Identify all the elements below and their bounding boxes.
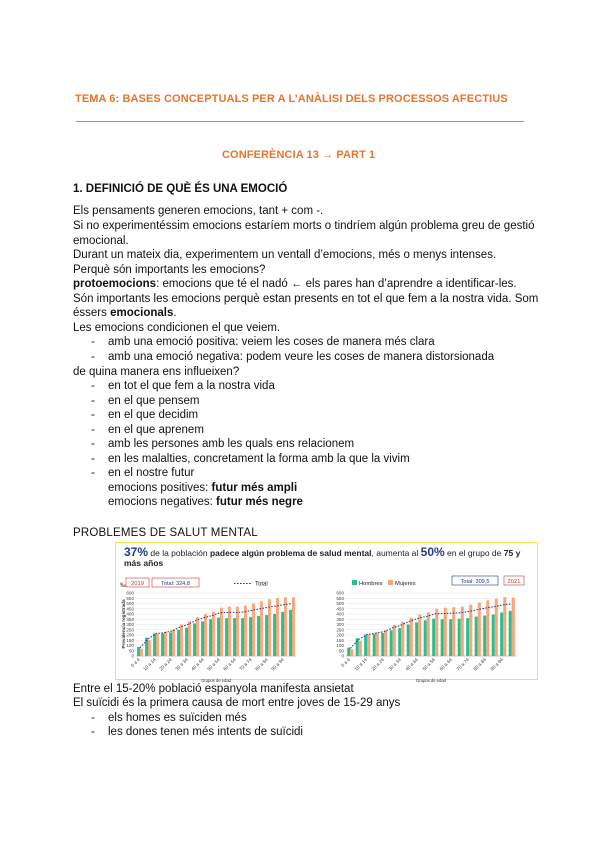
y-tick-label: 100 bbox=[336, 643, 344, 649]
x-tick-label: 20 a 24 bbox=[158, 657, 173, 672]
term-emocionals: emocionals bbox=[110, 307, 174, 319]
bar-mujeres bbox=[148, 640, 151, 656]
bar-mujeres bbox=[367, 634, 370, 656]
bar-hombres bbox=[169, 632, 172, 656]
bar-hombres bbox=[201, 621, 204, 656]
bullet-dash: - bbox=[91, 395, 95, 407]
bar-hombres bbox=[273, 614, 276, 656]
bar-hombres bbox=[241, 618, 244, 656]
bar-mujeres bbox=[140, 649, 143, 656]
charts-svg bbox=[116, 543, 536, 683]
list-item-text: les dones tenen més intents de suïcidi bbox=[108, 726, 303, 738]
bar-hombres bbox=[432, 619, 435, 656]
total-label: Total: 309,5 bbox=[460, 578, 490, 585]
x-tick-label: 0 a 4 bbox=[340, 657, 351, 668]
bar-mujeres bbox=[196, 617, 199, 656]
list-item-text: en el nostre futur bbox=[108, 467, 195, 479]
list-item-text: en el que aprenem bbox=[108, 424, 204, 436]
paragraph-line: Els pensaments generen emocions, tant + com -. bbox=[73, 205, 324, 217]
x-tick-label: 10 a 14 bbox=[142, 657, 157, 672]
sub-item-label: emocions positives: bbox=[108, 482, 212, 494]
bar-mujeres bbox=[427, 612, 430, 656]
y-tick-label: 450 bbox=[336, 606, 344, 612]
bar-mujeres bbox=[252, 604, 255, 657]
paragraph-line: Si no experimentéssim emocions estaríem morts o tindríem algún problema greu de gestió bbox=[73, 220, 535, 232]
x-tick-label: 40 a 44 bbox=[404, 657, 419, 672]
x-tick-label: 80 a 84 bbox=[254, 657, 269, 672]
x-tick-label: 0 a 4 bbox=[129, 657, 141, 668]
bar-mujeres bbox=[284, 597, 287, 656]
bar-hombres bbox=[257, 616, 260, 656]
list-item bbox=[91, 711, 247, 726]
y-tick-label: 50 bbox=[338, 648, 344, 654]
bar-mujeres bbox=[461, 607, 464, 656]
bar-hombres bbox=[364, 634, 367, 656]
definition-text: : emocions que té el nadó ← els pares han d’aprendre a identificar-les. bbox=[156, 278, 517, 290]
list-item-text: en el que pensem bbox=[108, 395, 200, 407]
y-tick-label: 300 bbox=[126, 622, 134, 628]
y-tick-label: 350 bbox=[126, 616, 134, 622]
bar-hombres bbox=[424, 620, 427, 656]
bar-mujeres bbox=[188, 621, 191, 656]
bar-mujeres bbox=[503, 597, 506, 656]
sub-item-positive bbox=[108, 481, 297, 496]
bar-hombres bbox=[398, 628, 401, 656]
x-tick-label: 30 a 34 bbox=[387, 657, 402, 672]
legend-total-label: Total bbox=[255, 581, 268, 588]
y-tick-label: 550 bbox=[336, 595, 344, 601]
legend-hombres-label: Hombres bbox=[359, 580, 383, 587]
x-tick-label: 20 a 24 bbox=[370, 657, 385, 672]
bar-hombres bbox=[249, 617, 252, 656]
y-tick-label: 150 bbox=[126, 637, 134, 643]
bar-hombres bbox=[509, 611, 512, 656]
list-item bbox=[91, 437, 355, 452]
y-tick-label: 400 bbox=[336, 611, 344, 617]
bullet-dash: - bbox=[91, 409, 95, 421]
bullet-dash: - bbox=[91, 453, 95, 465]
list-item-text: en tot el que fem a la nostra vida bbox=[108, 380, 275, 392]
bar-mujeres bbox=[350, 649, 353, 656]
y-tick-label: 50 bbox=[128, 648, 134, 654]
bar-hombres bbox=[289, 610, 292, 656]
bar-hombres bbox=[225, 618, 228, 656]
bar-mujeres bbox=[156, 634, 159, 656]
y-tick-label: 350 bbox=[336, 616, 344, 622]
sub-item-label: emocions negatives: bbox=[108, 496, 217, 508]
bar-hombres bbox=[153, 633, 156, 656]
bar-mujeres bbox=[359, 641, 362, 656]
bar-mujeres bbox=[401, 622, 404, 656]
bar-mujeres bbox=[164, 632, 167, 656]
paragraph-line: emocional. bbox=[73, 235, 129, 247]
paragraph-line: Les emocions condicionen el que veiem. bbox=[73, 322, 281, 334]
bar-hombres bbox=[177, 630, 180, 656]
bar-hombres bbox=[500, 612, 503, 656]
paragraph-line: Són importants les emocions perquè estan presents en tot el que fem a la nostra vida. Som bbox=[73, 293, 539, 305]
bar-mujeres bbox=[410, 618, 413, 656]
paragraph-line: Perquè són importants les emocions? bbox=[73, 264, 266, 276]
bar-mujeres bbox=[418, 615, 421, 656]
y-tick-label: 250 bbox=[126, 627, 134, 633]
bullet-dash: - bbox=[91, 351, 95, 363]
sub-item-value: futur més negre bbox=[216, 496, 303, 508]
section-heading-definition: 1. DEFINICIÓ DE QUÈ ÉS UNA EMOCIÓ bbox=[73, 183, 288, 195]
list-item-text: els homes es suïciden més bbox=[108, 712, 247, 724]
x-tick-label: 60 a 64 bbox=[438, 657, 453, 672]
bar-mujeres bbox=[260, 601, 263, 656]
bar-mujeres bbox=[452, 607, 455, 656]
y-tick-label: 200 bbox=[336, 632, 344, 638]
bar-hombres bbox=[441, 619, 444, 656]
bar-mujeres bbox=[276, 598, 279, 656]
bullet-dash: - bbox=[91, 438, 95, 450]
y-tick-label: 400 bbox=[126, 611, 134, 617]
header-divider bbox=[76, 121, 524, 122]
bullet-dash: - bbox=[91, 726, 95, 738]
bar-mujeres bbox=[236, 607, 239, 656]
bar-mujeres bbox=[244, 606, 247, 656]
text-span: . bbox=[173, 307, 177, 319]
bar-mujeres bbox=[469, 605, 472, 656]
unit-label: ‰ bbox=[120, 583, 126, 589]
x-tick-label: 90 a 94 bbox=[489, 657, 504, 672]
y-tick-label: 300 bbox=[336, 622, 344, 628]
y-tick-label: 500 bbox=[126, 601, 134, 607]
y-tick-label: 450 bbox=[126, 606, 134, 612]
chart-header-pct: 37% bbox=[124, 545, 149, 559]
list-item-text: en les malalties, concretament la forma amb la que la vivim bbox=[108, 453, 410, 465]
x-tick-label: 70 a 74 bbox=[238, 657, 253, 672]
chart-header-text: , aumenta al bbox=[371, 548, 421, 558]
bar-hombres bbox=[492, 615, 495, 656]
paragraph-line: Durant un mateix dia, experimentem un ventall d’emocions, més o menys intenses. bbox=[73, 249, 497, 261]
bar-mujeres bbox=[220, 608, 223, 656]
y-tick-label: 550 bbox=[126, 595, 134, 601]
list-item-text: en el que decidim bbox=[108, 409, 199, 421]
bar-hombres bbox=[233, 618, 236, 656]
year-label: 2021 bbox=[507, 578, 521, 585]
chart-header-text: en el grupo de bbox=[444, 548, 504, 558]
bar-mujeres bbox=[180, 625, 183, 657]
bullet-dash: - bbox=[91, 467, 95, 479]
y-tick-label: 0 bbox=[341, 653, 344, 659]
y-tick-label: 200 bbox=[126, 632, 134, 638]
x-tick-label: 70 a 74 bbox=[455, 657, 470, 672]
bar-hombres bbox=[407, 625, 410, 657]
x-axis-title: Grupos de edad bbox=[415, 678, 447, 683]
x-tick-label: 90 a 94 bbox=[270, 657, 285, 672]
bar-hombres bbox=[458, 619, 461, 656]
list-item bbox=[91, 394, 200, 409]
chart-header-bold: 75 y bbox=[503, 548, 521, 558]
y-tick-label: 150 bbox=[336, 637, 344, 643]
bar-mujeres bbox=[444, 608, 447, 656]
legend-hombres-swatch bbox=[352, 580, 357, 585]
bar-hombres bbox=[185, 628, 188, 656]
legend-mujeres-swatch bbox=[388, 580, 393, 585]
paragraph-line bbox=[73, 306, 177, 321]
bar-hombres bbox=[390, 630, 393, 656]
bar-hombres bbox=[209, 619, 212, 656]
bar-hombres bbox=[483, 616, 486, 656]
paragraph-line: de quina manera ens influeixen? bbox=[73, 366, 240, 378]
list-item-text: amb una emoció negativa: podem veure les coses de manera distorsionada bbox=[108, 351, 495, 363]
list-item-text: amb una emoció positiva: veiem les coses de manera més clara bbox=[108, 336, 435, 348]
bar-hombres bbox=[449, 619, 452, 656]
bar-mujeres bbox=[495, 599, 498, 656]
list-item bbox=[91, 423, 204, 438]
bar-hombres bbox=[217, 618, 220, 656]
section-heading-mental-health: PROBLEMES DE SALUT MENTAL bbox=[73, 527, 258, 539]
bar-mujeres bbox=[384, 630, 387, 656]
document-title: TEMA 6: BASES CONCEPTUALS PER A L’ANÀLISI DELS PROCESSOS AFECTIUS bbox=[75, 93, 508, 105]
x-tick-label: 30 a 34 bbox=[174, 657, 189, 672]
bar-hombres bbox=[466, 618, 469, 656]
bar-mujeres bbox=[435, 609, 438, 656]
list-item bbox=[91, 466, 195, 481]
bar-hombres bbox=[265, 615, 268, 656]
y-axis-title: Prevalencia registrada bbox=[121, 599, 126, 649]
y-tick-label: 600 bbox=[336, 590, 344, 596]
list-item-text: amb les persones amb les quals ens relacionem bbox=[108, 438, 355, 450]
legend-mujeres-label: Mujeres bbox=[395, 580, 416, 587]
y-tick-label: 600 bbox=[126, 590, 134, 596]
list-item bbox=[91, 350, 495, 365]
bar-mujeres bbox=[204, 614, 207, 656]
conference-subtitle: CONFERÈNCIA 13 → PART 1 bbox=[222, 149, 376, 161]
year-label: 2019 bbox=[131, 580, 144, 587]
y-tick-label: 500 bbox=[336, 601, 344, 607]
x-tick-label: 60 a 64 bbox=[222, 657, 237, 672]
paragraph-line: El suïcidi és la primera causa de mort entre joves de 15-29 anys bbox=[73, 697, 401, 709]
y-tick-label: 250 bbox=[336, 627, 344, 633]
bar-mujeres bbox=[393, 625, 396, 656]
bar-mujeres bbox=[512, 598, 515, 656]
list-item bbox=[91, 725, 303, 740]
text-span: éssers bbox=[73, 307, 111, 319]
bar-hombres bbox=[161, 633, 164, 656]
term-protoemocions: protoemocions bbox=[73, 278, 157, 290]
bar-hombres bbox=[193, 623, 196, 656]
x-tick-label: 40 a 44 bbox=[190, 657, 205, 672]
bar-mujeres bbox=[376, 632, 379, 656]
y-tick-label: 100 bbox=[126, 643, 134, 649]
x-axis-title: Grupos de edad bbox=[200, 678, 232, 683]
total-label: Total: 324,8 bbox=[161, 580, 190, 587]
chart-header-text: de la población bbox=[148, 548, 210, 558]
chart-figure bbox=[115, 542, 538, 683]
chart-header-bold: padece algún problema de salud mental bbox=[209, 548, 372, 558]
paragraph-line bbox=[73, 277, 517, 292]
bullet-dash: - bbox=[91, 712, 95, 724]
bar-mujeres bbox=[228, 607, 231, 656]
list-item bbox=[91, 379, 275, 394]
sub-item-negative bbox=[108, 495, 303, 510]
bullet-dash: - bbox=[91, 336, 95, 348]
bar-mujeres bbox=[486, 600, 489, 656]
y-tick-label: 0 bbox=[131, 653, 134, 659]
bar-mujeres bbox=[268, 599, 271, 656]
x-tick-label: 50 a 54 bbox=[421, 657, 436, 672]
x-tick-label: 80 a 84 bbox=[472, 657, 487, 672]
bar-mujeres bbox=[292, 597, 295, 656]
list-item bbox=[91, 452, 410, 467]
paragraph-line: Entre el 15-20% població espanyola manifesta ansietat bbox=[73, 683, 354, 695]
bar-mujeres bbox=[478, 602, 481, 656]
bar-hombres bbox=[137, 647, 140, 656]
bar-hombres bbox=[281, 612, 284, 656]
bar-hombres bbox=[475, 617, 478, 656]
x-tick-label: 50 a 54 bbox=[206, 657, 221, 672]
bar-hombres bbox=[381, 633, 384, 656]
bullet-dash: - bbox=[91, 424, 95, 436]
list-item bbox=[91, 408, 199, 423]
bullet-dash: - bbox=[91, 380, 95, 392]
chart-header-pct: 50% bbox=[420, 545, 445, 559]
bar-hombres bbox=[347, 648, 350, 656]
bar-hombres bbox=[373, 634, 376, 656]
bar-mujeres bbox=[212, 612, 215, 656]
list-item bbox=[91, 335, 435, 350]
chart-header-line2: más años bbox=[124, 558, 164, 568]
sub-item-value: futur més ampli bbox=[211, 482, 298, 494]
bar-hombres bbox=[415, 622, 418, 656]
bar-mujeres bbox=[172, 630, 175, 656]
x-tick-label: 10 a 14 bbox=[353, 657, 368, 672]
